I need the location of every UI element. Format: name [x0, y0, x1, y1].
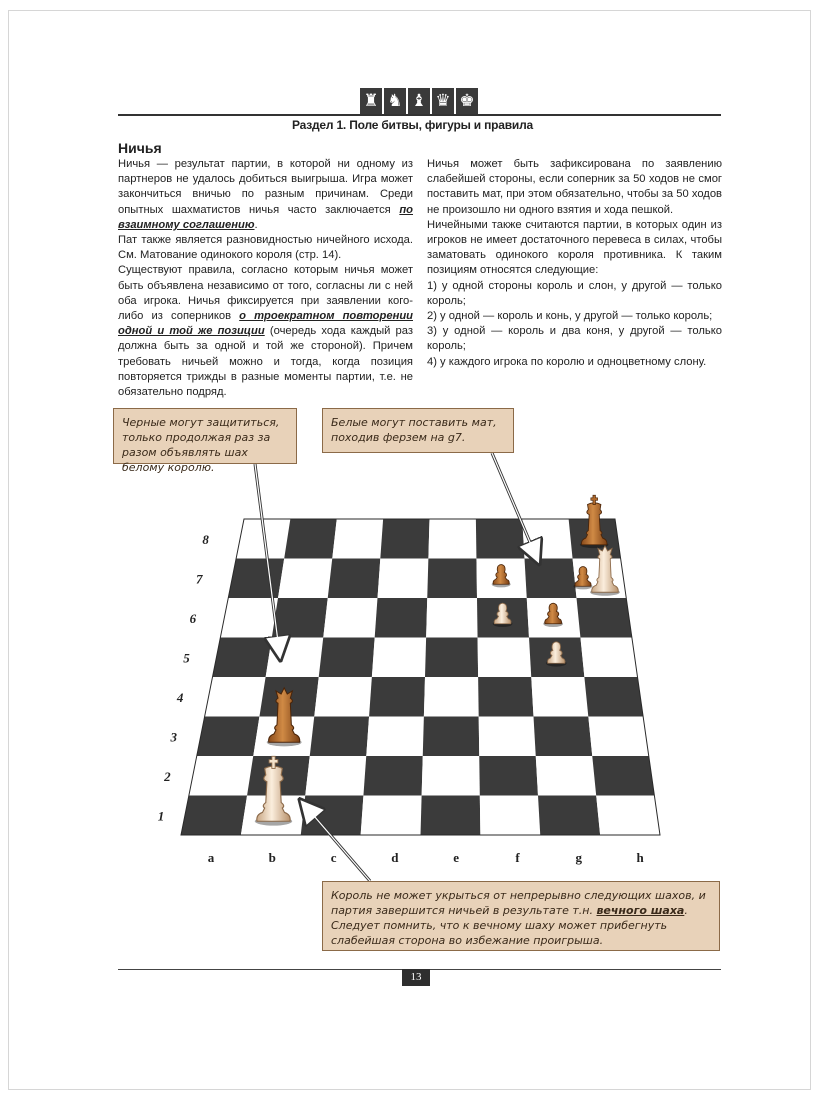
rank-label-1: 1: [157, 808, 165, 824]
text-run: 4) у каждого игрока по королю и одноцветному слону.: [427, 355, 707, 368]
article-title: Ничья: [118, 140, 162, 156]
square-f1: [480, 796, 540, 836]
rook-icon: ♜: [360, 88, 382, 115]
square-h4: [584, 677, 643, 717]
square-c4: [314, 677, 372, 717]
square-c6: [323, 598, 377, 638]
square-d6: [375, 598, 428, 638]
file-label-g: g: [575, 850, 583, 865]
square-d1: [361, 796, 422, 836]
square-b8: [284, 519, 337, 559]
square-a4: [205, 677, 266, 717]
square-b7: [278, 559, 332, 599]
file-label-a: a: [207, 850, 215, 865]
text-run: Пат также является разновидностью ничейного исхода. См. Матование одинокого короля (стр. 14).: [118, 234, 413, 262]
file-label-c: c: [330, 850, 337, 865]
square-a5: [213, 638, 272, 678]
square-c1: [301, 796, 364, 836]
page-number: 13: [402, 969, 430, 986]
square-d3: [366, 717, 424, 757]
rank-label-3: 3: [170, 729, 177, 745]
square-b5: [266, 638, 324, 678]
square-g1: [538, 796, 600, 836]
square-g3: [534, 717, 593, 757]
file-label-f: f: [515, 850, 520, 865]
square-h5: [580, 638, 637, 678]
square-g2: [536, 756, 596, 796]
file-label-d: d: [391, 850, 399, 865]
file-label-b: b: [268, 850, 276, 865]
square-a1: [181, 796, 247, 836]
square-e3: [423, 717, 480, 757]
square-h1: [596, 796, 660, 836]
square-e6: [426, 598, 477, 638]
callout-text-end: . Следует помнить, что к вечному шаху может прибегнуть слабейшая сторона во избежание проигрыша.: [331, 904, 688, 947]
text-run: .: [254, 218, 258, 231]
text-run: 1) у одной стороны король и слон, у другой — только король;: [427, 279, 722, 307]
rank-label-5: 5: [183, 650, 190, 666]
square-a2: [189, 756, 253, 796]
square-g7: [525, 559, 577, 599]
square-f5: [478, 638, 532, 678]
rank-label-8: 8: [202, 531, 209, 547]
square-c2: [305, 756, 366, 796]
callout-text-start: Король не может укрыться от непрерывно следующих шахов, и партия завершится ничьей в результате т.н.: [331, 889, 706, 917]
bishop-icon: ♝: [408, 88, 430, 115]
square-h2: [592, 756, 654, 796]
square-f8: [476, 519, 525, 559]
square-e4: [424, 677, 479, 717]
text-run: Существуют правила, согласно которым ничья может быть объявлена независимо от того, согласны ли с ней оба игрока. Ничья фиксируется при заявлении кого-либо из соперников: [118, 264, 413, 323]
square-d8: [380, 519, 429, 559]
square-h3: [588, 717, 648, 757]
rank-label-6: 6: [189, 610, 197, 626]
text-run: Ничья может быть зафиксирована по заявлению слабейшей стороны, если соперник за 50 ходов не смог поставить мат, при этом обязательно, чтобы за 50 ходов не произошло ни одного взятия и хода пешкой.: [427, 158, 722, 216]
square-c3: [310, 717, 369, 757]
square-e7: [427, 559, 477, 599]
rank-label-2: 2: [164, 768, 171, 784]
queen-icon: ♛: [432, 88, 454, 115]
square-g4: [531, 677, 588, 717]
king-icon: ♚: [456, 88, 478, 115]
callout-white-mate: Белые могут поставить мат, походив ферзем на g7.: [322, 408, 514, 453]
square-e5: [425, 638, 478, 678]
square-a3: [197, 717, 260, 757]
rank-label-7: 7: [195, 571, 203, 587]
callout-black-defense: Черные могут защититься, только продолжая раз за разом объявлять шах белому королю.: [113, 408, 297, 464]
square-d7: [378, 559, 429, 599]
square-e8: [428, 519, 476, 559]
square-f2: [479, 756, 538, 796]
text-run: Ничейными также считаются партии, в которых один из игроков не имеет достаточного перевеса в силах, чтобы заматовать одинокого короля противника. К таким позициям относятся следующие:: [427, 218, 722, 277]
section-header: Раздел 1. Поле битвы, фигуры и правила: [291, 118, 533, 132]
square-c7: [328, 559, 381, 599]
square-h6: [577, 598, 632, 638]
square-a7: [228, 559, 284, 599]
callout-term: вечного шаха: [596, 904, 685, 917]
callout-perpetual-check: [322, 881, 720, 951]
chessboard: [181, 519, 660, 835]
square-f3: [479, 717, 536, 757]
square-a6: [220, 598, 278, 638]
emphasis-text: по взаимному соглашению: [118, 203, 413, 231]
square-d4: [369, 677, 425, 717]
square-e2: [422, 756, 480, 796]
file-label-e: e: [453, 850, 460, 865]
square-c5: [319, 638, 375, 678]
emphasis-text: о троекратном повторении одной и той же позиции: [118, 310, 413, 338]
square-d5: [372, 638, 426, 678]
square-d2: [363, 756, 422, 796]
square-e1: [421, 796, 481, 836]
text-run: Ничья — результат партии, в которой ни одному из партнеров не удалось добиться выигрыша. Игра может закончиться вничью по разным причинам. Среди опытных шахматистов ничья часто заключается: [118, 158, 413, 216]
square-b6: [272, 598, 328, 638]
text-run: 2) у одной — король и конь, у другой — только король;: [427, 310, 713, 323]
file-label-h: h: [636, 850, 644, 865]
rank-label-4: 4: [176, 689, 184, 705]
knight-icon: ♞: [384, 88, 406, 115]
square-c8: [332, 519, 383, 559]
text-run: 3) у одной — король и два коня, у другой — только король;: [427, 325, 722, 353]
text-run: (очередь хода каждый раз должна быть за одной и той же стороной). Причем требовать ничьей можно и тогда, когда позиция повторяется трижды в разные моменты партии, т.е. не обязательно подряд.: [118, 325, 413, 399]
square-f4: [478, 677, 533, 717]
